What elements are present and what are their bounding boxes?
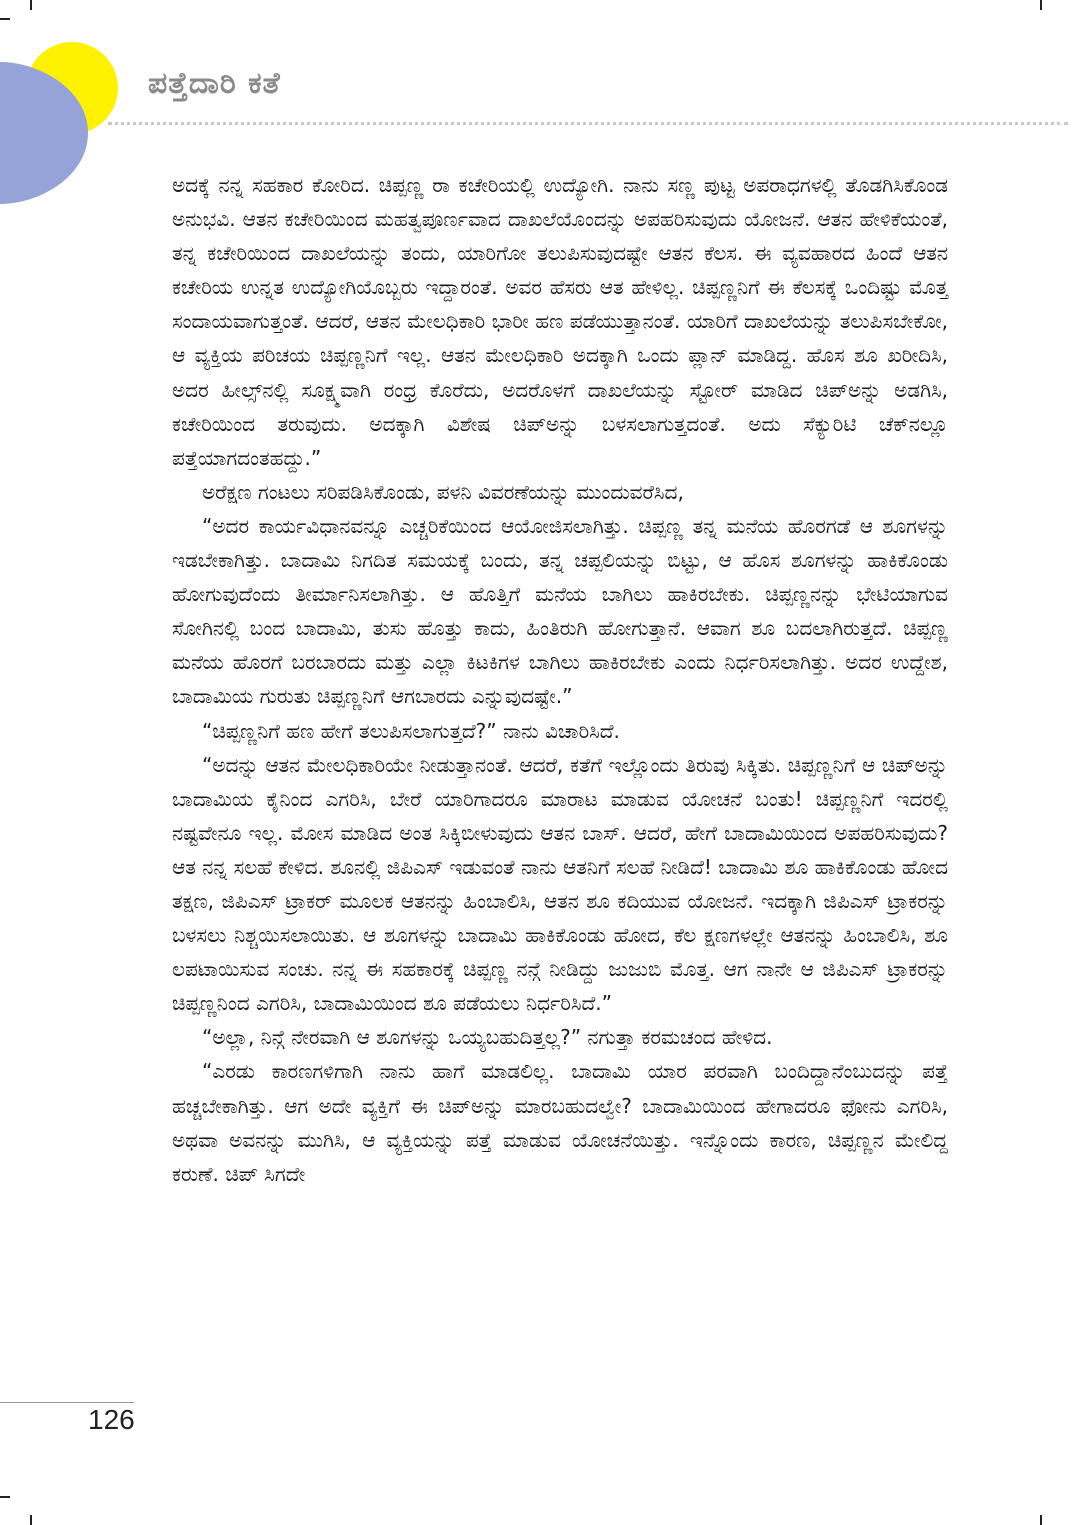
header-dotted-divider — [108, 122, 1068, 125]
paragraph: “ಅದನ್ನು ಆತನ ಮೇಲಧಿಕಾರಿಯೇ ನೀಡುತ್ತಾನಂತೆ. ಆದರೆ, ಕತೆಗೆ ಇಲ್ಲೊಂದು ತಿರುವು ಸಿಕ್ಕಿತು. ಚಿಪ್ಪಣ್ಣನಿಗೆ ಆ ಚಿಪ್‌ಅನ್ನು ಬಾದಾಮಿಯ ಕೈನಿಂದ ಎಗರಿಸಿ, ಬೇರೆ ಯಾರಿಗಾದರೂ ಮಾರಾಟ ಮಾಡುವ ಯೋಚನೆ ಬಂತು! ಚಿಪ್ಪಣ್ಣನಿಗೆ ಇದರಲ್ಲಿ ನಷ್ಟವೇನೂ ಇಲ್ಲ. ಮೋಸ ಮಾಡಿದ ಅಂತ ಸಿಕ್ಕಿಬೀಳುವುದು ಆತನ ಬಾಸ್. ಆದರೆ, ಹೇಗೆ ಬಾದಾಮಿಯಿಂದ ಅಪಹರಿಸುವುದು? ಆತ ನನ್ನ ಸಲಹೆ ಕೇಳಿದ. ಶೂನಲ್ಲಿ ಜಿಪಿಎಸ್ ಇಡುವಂತೆ ನಾನು ಆತನಿಗೆ ಸಲಹೆ ನೀಡಿದೆ! ಬಾದಾಮಿ ಶೂ ಹಾಕಿಕೊಂಡು ಹೋದ ತಕ್ಷಣ, ಜಿಪಿಎಸ್ ಟ್ರಾಕರ್ ಮೂಲಕ ಆತನನ್ನು ಹಿಂಬಾಲಿಸಿ, ಆತನ ಶೂ ಕದಿಯುವ ಯೋಜನೆ. ಇದಕ್ಕಾಗಿ ಜಿಪಿಎಸ್ ಟ್ರಾಕರನ್ನು ಬಳಸಲು ನಿಶ್ಚಯಿಸಲಾಯಿತು. ಆ ಶೂಗಳನ್ನು ಬಾದಾಮಿ ಹಾಕಿಕೊಂಡು ಹೋದ, ಕೆಲ ಕ್ಷಣಗಳಲ್ಲೇ ಆತನನ್ನು ಹಿಂಬಾಲಿಸಿ, ಶೂ ಲಪಟಾಯಿಸುವ ಸಂಚು. ನನ್ನ ಈ ಸಹಕಾರಕ್ಕೆ ಚಿಪ್ಪಣ್ಣ ನನ್ಗೆ ನೀಡಿದ್ದು ಜುಜುಬಿ ಮೊತ್ತ. ಆಗ ನಾನೇ ಆ ಜಿಪಿಎಸ್ ಟ್ರಾಕರನ್ನು ಚಿಪ್ಪಣ್ಣನಿಂದ ಎಗರಿಸಿ, ಬಾದಾಮಿಯಿಂದ ಶೂ ಪಡೆಯಲು ನಿರ್ಧರಿಸಿದೆ.” — [172, 752, 948, 1016]
footer-rule — [0, 1402, 134, 1403]
crop-mark-top-right — [1040, 0, 1042, 10]
chapter-title: ಪತ್ತೆದಾರಿ ಕತೆ — [148, 66, 281, 101]
crop-mark-left-bottom — [0, 1496, 10, 1498]
crop-mark-bottom-left — [30, 1515, 32, 1525]
paragraph: “ಅದರ ಕಾರ್ಯವಿಧಾನವನ್ನೂ ಎಚ್ಚರಿಕೆಯಿಂದ ಆಯೋಜಿಸಲಾಗಿತ್ತು. ಚಿಪ್ಪಣ್ಣ ತನ್ನ ಮನೆಯ ಹೊರಗಡೆ ಆ ಶೂಗಳನ್ನು ಇಡಬೇಕಾಗಿತ್ತು. ಬಾದಾಮಿ ನಿಗದಿತ ಸಮಯಕ್ಕೆ ಬಂದು, ತನ್ನ ಚಪ್ಪಲಿಯನ್ನು ಬಿಟ್ಟು, ಆ ಹೊಸ ಶೂಗಳನ್ನು ಹಾಕಿಕೊಂಡು ಹೋಗುವುದೆಂದು ತೀರ್ಮಾನಿಸಲಾಗಿತ್ತು. ಆ ಹೊತ್ತಿಗೆ ಮನೆಯ ಬಾಗಿಲು ಹಾಕಿರಬೇಕು. ಚಿಪ್ಪಣ್ಣನನ್ನು ಭೇಟಿಯಾಗುವ ಸೋಗಿನಲ್ಲಿ ಬಂದ ಬಾದಾಮಿ, ತುಸು ಹೊತ್ತು ಕಾದು, ಹಿಂತಿರುಗಿ ಹೋಗುತ್ತಾನೆ. ಆವಾಗ ಶೂ ಬದಲಾಗಿರುತ್ತದೆ. ಚಿಪ್ಪಣ್ಣ ಮನೆಯ ಹೊರಗೆ ಬರಬಾರದು ಮತ್ತು ಎಲ್ಲಾ ಕಿಟಕಿಗಳ ಬಾಗಿಲು ಹಾಕಿರಬೇಕು ಎಂದು ನಿರ್ಧರಿಸಲಾಗಿತ್ತು. ಅದರ ಉದ್ದೇಶ, ಬಾದಾಮಿಯ ಗುರುತು ಚಿಪ್ಪಣ್ಣನಿಗೆ ಆಗಬಾರದು ಎನ್ನುವುದಷ್ಟೇ.” — [172, 513, 948, 709]
crop-mark-bottom-right — [1040, 1515, 1042, 1525]
paragraph: “ಅಲ್ಲಾ, ನಿನ್ಗೆ ನೇರವಾಗಿ ಆ ಶೂಗಳನ್ನು ಒಯ್ಯಬಹುದಿತ್ತಲ್ಲ?” ನಗುತ್ತಾ ಕರಮಚಂದ ಹೇಳಿದ. — [202, 1025, 773, 1050]
story-text — [172, 168, 948, 1191]
paragraph: “ಎರಡು ಕಾರಣಗಳಿಗಾಗಿ ನಾನು ಹಾಗೆ ಮಾಡಲಿಲ್ಲ. ಬಾದಾಮಿ ಯಾರ ಪರವಾಗಿ ಬಂದಿದ್ದಾನೆಂಬುದನ್ನು ಪತ್ತೆ ಹಚ್ಚಬೇಕಾಗಿತ್ತು. ಆಗ ಅದೇ ವ್ಯಕ್ತಿಗೆ ಈ ಚಿಪ್‌ಅನ್ನು ಮಾರಬಹುದಲ್ವೇ? ಬಾದಾಮಿಯಿಂದ ಹೇಗಾದರೂ ಫೋನು ಎಗರಿಸಿ, ಅಥವಾ ಅವನನ್ನು ಮುಗಿಸಿ, ಆ ವ್ಯಕ್ತಿಯನ್ನು ಪತ್ತೆ ಮಾಡುವ ಯೋಚನೆಯಿತ್ತು. ಇನ್ನೊಂದು ಕಾರಣ, ಚಿಪ್ಪಣ್ಣನ ಮೇಲಿದ್ದ ಕರುಣೆ. ಚಿಪ್ ಸಿಗದೇ — [172, 1059, 948, 1186]
paragraph: ಅದಕ್ಕೆ ನನ್ನ ಸಹಕಾರ ಕೋರಿದ. ಚಿಪ್ಪಣ್ಣ ರಾ ಕಚೇರಿಯಲ್ಲಿ ಉದ್ಯೋಗಿ. ನಾನು ಸಣ್ಣ ಪುಟ್ಟ ಅಪರಾಧಗಳಲ್ಲಿ ತೊಡಗಿಸಿಕೊಂಡ ಅನುಭವಿ. ಆತನ ಕಚೇರಿಯಿಂದ ಮಹತ್ವಪೂರ್ಣವಾದ ದಾಖಲೆಯೊಂದನ್ನು ಅಪಹರಿಸುವುದು ಯೋಜನೆ. ಆತನ ಹೇಳಿಕೆಯಂತೆ, ತನ್ನ ಕಚೇರಿಯಿಂದ ದಾಖಲೆಯನ್ನು ತಂದು, ಯಾರಿಗೋ ತಲುಪಿಸುವುದಷ್ಟೇ ಆತನ ಕೆಲಸ. ಈ ವ್ಯವಹಾರದ ಹಿಂದೆ ಆತನ ಕಚೇರಿಯ ಉನ್ನತ ಉದ್ಯೋಗಿಯೊಬ್ಬರು ಇದ್ದಾರಂತೆ. ಅವರ ಹೆಸರು ಆತ ಹೇಳಿಲ್ಲ. ಚಿಪ್ಪಣ್ಣನಿಗೆ ಈ ಕೆಲಸಕ್ಕೆ ಒಂದಿಷ್ಟು ಮೊತ್ತ ಸಂದಾಯವಾಗುತ್ತಂತೆ. ಆದರೆ, ಆತನ ಮೇಲಧಿಕಾರಿ ಭಾರೀ ಹಣ ಪಡೆಯುತ್ತಾನಂತೆ. ಯಾರಿಗೆ ದಾಖಲೆಯನ್ನು ತಲುಪಿಸಬೇಕೋ, ಆ ವ್ಯಕ್ತಿಯ ಪರಿಚಯ ಚಿಪ್ಪಣ್ಣನಿಗೆ ಇಲ್ಲ. ಆತನ ಮೇಲಧಿಕಾರಿ ಅದಕ್ಕಾಗಿ ಒಂದು ಪ್ಲಾನ್ ಮಾಡಿದ್ದ. ಹೊಸ ಶೂ ಖರೀದಿಸಿ, ಅದರ ಹೀಲ್ಸ್‌ನಲ್ಲಿ ಸೂಕ್ಷ್ಮವಾಗಿ ರಂಧ್ರ ಕೊರೆದು, ಅದರೊಳಗೆ ದಾಖಲೆಯನ್ನು ಸ್ಟೋರ್ ಮಾಡಿದ ಚಿಪ್‌ಅನ್ನು ಅಡಗಿಸಿ, ಕಚೇರಿಯಿಂದ ತರುವುದು. ಅದಕ್ಕಾಗಿ ವಿಶೇಷ ಚಿಪ್‌ಅನ್ನು ಬಳಸಲಾಗುತ್ತದಂತೆ. ಅದು ಸೆಕ್ಯುರಿಟಿ ಚೆಕ್‌ನಲ್ಲೂ ಪತ್ತೆಯಾಗದಂತಹದ್ದು.” — [172, 173, 948, 470]
paragraph: ಅರೆಕ್ಷಣ ಗಂಟಲು ಸರಿಪಡಿಸಿಕೊಂಡು, ಪಳನಿ ವಿವರಣೆಯನ್ನು ಮುಂದುವರೆಸಿದ, — [202, 479, 684, 504]
header-decoration — [0, 0, 140, 220]
paragraph: “ಚಿಪ್ಪಣ್ಣನಿಗೆ ಹಣ ಹೇಗೆ ತಲುಪಿಸಲಾಗುತ್ತದೆ?” ನಾನು ವಿಚಾರಿಸಿದೆ. — [202, 718, 620, 743]
page-number: 126 — [88, 1404, 135, 1435]
